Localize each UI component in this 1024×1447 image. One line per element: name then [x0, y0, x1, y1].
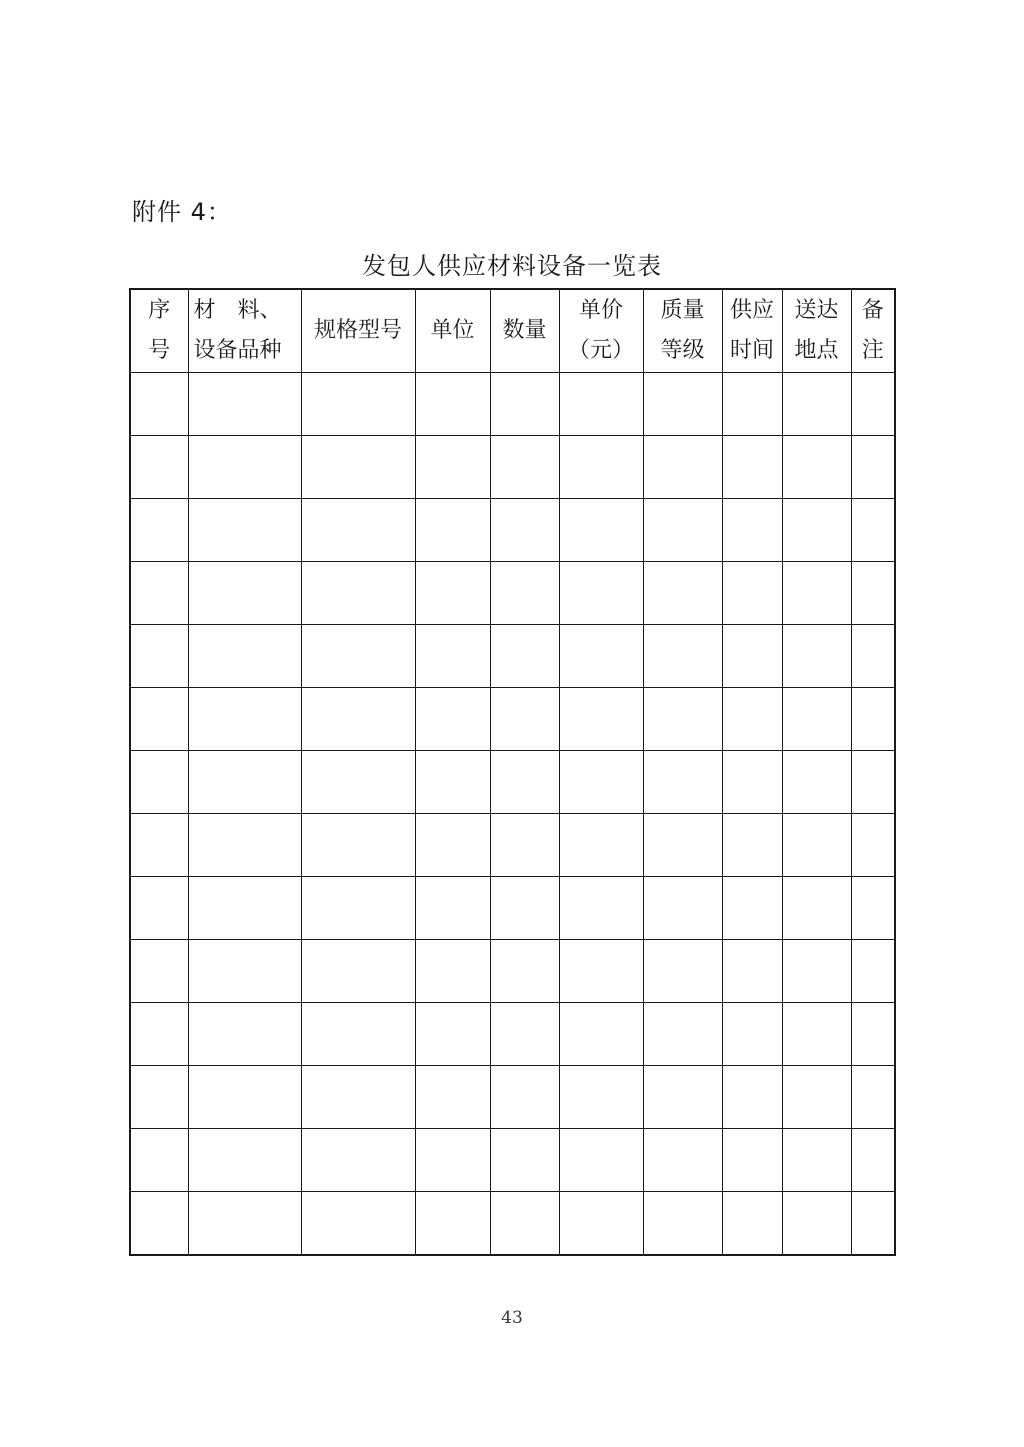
- table-cell[interactable]: [559, 1192, 643, 1256]
- table-cell[interactable]: [301, 814, 415, 877]
- table-cell[interactable]: [490, 1066, 559, 1129]
- table-cell[interactable]: [782, 751, 851, 814]
- table-cell[interactable]: [722, 1003, 782, 1066]
- col-header-serial: 序 号: [130, 289, 188, 373]
- table-cell[interactable]: [782, 499, 851, 562]
- table-cell[interactable]: [490, 877, 559, 940]
- table-cell[interactable]: [130, 373, 188, 436]
- table-cell[interactable]: [782, 625, 851, 688]
- table-cell[interactable]: [851, 940, 895, 1003]
- table-cell[interactable]: [559, 688, 643, 751]
- table-cell[interactable]: [851, 562, 895, 625]
- table-cell[interactable]: [559, 751, 643, 814]
- table-cell[interactable]: [559, 1129, 643, 1192]
- materials-table: [129, 288, 896, 1256]
- table-cell[interactable]: [490, 1192, 559, 1256]
- header-row: [130, 289, 895, 373]
- col-header-unit-price: 单价 （元）: [559, 289, 643, 373]
- table-cell[interactable]: [851, 751, 895, 814]
- table-cell[interactable]: [782, 1003, 851, 1066]
- table-cell[interactable]: [851, 373, 895, 436]
- table-row: [130, 1129, 895, 1192]
- table-cell[interactable]: [782, 940, 851, 1003]
- table-cell[interactable]: [851, 1192, 895, 1256]
- table-cell[interactable]: [301, 562, 415, 625]
- table-cell[interactable]: [643, 1129, 722, 1192]
- table-cell[interactable]: [722, 1192, 782, 1256]
- table-cell[interactable]: [722, 877, 782, 940]
- table-cell[interactable]: [301, 1129, 415, 1192]
- table-cell[interactable]: [851, 1003, 895, 1066]
- table-row: [130, 1003, 895, 1066]
- table-cell[interactable]: [559, 940, 643, 1003]
- table-cell[interactable]: [643, 1066, 722, 1129]
- table-cell[interactable]: [559, 814, 643, 877]
- table-cell[interactable]: [188, 436, 301, 499]
- table-cell[interactable]: [490, 1003, 559, 1066]
- table-cell[interactable]: [130, 625, 188, 688]
- table-cell[interactable]: [643, 373, 722, 436]
- table-cell[interactable]: [415, 1066, 490, 1129]
- table-cell[interactable]: [188, 1129, 301, 1192]
- table-cell[interactable]: [722, 940, 782, 1003]
- table-cell[interactable]: [490, 625, 559, 688]
- table-cell[interactable]: [559, 436, 643, 499]
- table-cell[interactable]: [782, 436, 851, 499]
- table-cell[interactable]: [415, 940, 490, 1003]
- table-cell[interactable]: [722, 499, 782, 562]
- table-cell[interactable]: [130, 877, 188, 940]
- table-cell[interactable]: [643, 436, 722, 499]
- table-cell[interactable]: [559, 373, 643, 436]
- table-cell[interactable]: [301, 688, 415, 751]
- table-cell[interactable]: [188, 625, 301, 688]
- table-cell[interactable]: [722, 1066, 782, 1129]
- table-cell[interactable]: [188, 940, 301, 1003]
- attachment-label: 附件 4：: [132, 198, 232, 226]
- table-row: [130, 1192, 895, 1256]
- table-cell[interactable]: [130, 751, 188, 814]
- table-cell[interactable]: [643, 1192, 722, 1256]
- table-cell[interactable]: [130, 1192, 188, 1256]
- table-cell[interactable]: [188, 499, 301, 562]
- table-cell[interactable]: [782, 373, 851, 436]
- table-cell[interactable]: [301, 1003, 415, 1066]
- table-cell[interactable]: [415, 436, 490, 499]
- table-cell[interactable]: [559, 1066, 643, 1129]
- table-cell[interactable]: [643, 877, 722, 940]
- table-cell[interactable]: [851, 625, 895, 688]
- table-cell[interactable]: [415, 562, 490, 625]
- table-cell[interactable]: [130, 1129, 188, 1192]
- table-cell[interactable]: [188, 373, 301, 436]
- table-cell[interactable]: [490, 373, 559, 436]
- table-cell[interactable]: [722, 751, 782, 814]
- table-cell[interactable]: [851, 436, 895, 499]
- table-cell[interactable]: [782, 1066, 851, 1129]
- table-cell[interactable]: [301, 373, 415, 436]
- table-cell[interactable]: [301, 877, 415, 940]
- table-cell[interactable]: [851, 1129, 895, 1192]
- col-header-material-type: 材 料、 设备品种: [188, 289, 301, 373]
- table-cell[interactable]: [559, 625, 643, 688]
- table-cell[interactable]: [643, 814, 722, 877]
- table-row: [130, 1066, 895, 1129]
- table-cell[interactable]: [643, 688, 722, 751]
- table-cell[interactable]: [188, 877, 301, 940]
- table-cell[interactable]: [188, 1192, 301, 1256]
- table-cell[interactable]: [188, 562, 301, 625]
- table-cell[interactable]: [415, 688, 490, 751]
- table-cell[interactable]: [130, 1066, 188, 1129]
- table-body: [130, 373, 895, 1256]
- table-cell[interactable]: [851, 688, 895, 751]
- table-cell[interactable]: [851, 1066, 895, 1129]
- table-cell[interactable]: [188, 688, 301, 751]
- table-cell[interactable]: [722, 688, 782, 751]
- table-cell[interactable]: [415, 1003, 490, 1066]
- table-cell[interactable]: [188, 1003, 301, 1066]
- col-header-quantity: 数量: [490, 289, 559, 373]
- table-row: [130, 436, 895, 499]
- table-cell[interactable]: [188, 751, 301, 814]
- table-cell[interactable]: [559, 1003, 643, 1066]
- col-header-delivery-location: 送达 地点: [782, 289, 851, 373]
- table-row: [130, 373, 895, 436]
- table-row: [130, 877, 895, 940]
- table-cell[interactable]: [851, 877, 895, 940]
- table-cell[interactable]: [415, 625, 490, 688]
- table-row: [130, 562, 895, 625]
- table-cell[interactable]: [301, 751, 415, 814]
- table-cell[interactable]: [490, 688, 559, 751]
- table-cell[interactable]: [490, 436, 559, 499]
- table-cell[interactable]: [643, 751, 722, 814]
- table-cell[interactable]: [722, 625, 782, 688]
- table-cell[interactable]: [130, 499, 188, 562]
- table-cell[interactable]: [490, 1129, 559, 1192]
- table-cell[interactable]: [301, 436, 415, 499]
- table-cell[interactable]: [301, 625, 415, 688]
- col-header-quality-grade: 质量 等级: [643, 289, 722, 373]
- table-cell[interactable]: [415, 1129, 490, 1192]
- table-row: [130, 940, 895, 1003]
- table-cell[interactable]: [722, 373, 782, 436]
- col-header-remarks: 备 注: [851, 289, 895, 373]
- table-cell[interactable]: [490, 751, 559, 814]
- table-cell[interactable]: [415, 373, 490, 436]
- table-cell[interactable]: [130, 436, 188, 499]
- table-cell[interactable]: [490, 499, 559, 562]
- col-header-spec-model: 规格型号: [301, 289, 415, 373]
- table-cell[interactable]: [490, 562, 559, 625]
- table-cell[interactable]: [490, 940, 559, 1003]
- table-cell[interactable]: [188, 1066, 301, 1129]
- table-cell[interactable]: [301, 499, 415, 562]
- table-cell[interactable]: [130, 814, 188, 877]
- table-cell[interactable]: [722, 436, 782, 499]
- table-cell[interactable]: [722, 562, 782, 625]
- table-cell[interactable]: [643, 499, 722, 562]
- table-cell[interactable]: [130, 688, 188, 751]
- table-title: 发包人供应材料设备一览表: [362, 252, 662, 280]
- table-cell[interactable]: [301, 1066, 415, 1129]
- table-cell[interactable]: [301, 1192, 415, 1256]
- table-cell[interactable]: [559, 877, 643, 940]
- table-cell[interactable]: [559, 562, 643, 625]
- table-cell[interactable]: [643, 1003, 722, 1066]
- table-cell[interactable]: [782, 814, 851, 877]
- table-cell[interactable]: [782, 1192, 851, 1256]
- table-cell[interactable]: [415, 814, 490, 877]
- table-cell[interactable]: [415, 877, 490, 940]
- table-cell[interactable]: [130, 940, 188, 1003]
- col-header-unit: 单位: [415, 289, 490, 373]
- table-row: [130, 499, 895, 562]
- table-row: [130, 751, 895, 814]
- table-cell[interactable]: [643, 940, 722, 1003]
- table-cell[interactable]: [722, 814, 782, 877]
- table-cell[interactable]: [782, 562, 851, 625]
- table-cell[interactable]: [782, 688, 851, 751]
- table-cell[interactable]: [643, 625, 722, 688]
- table-cell[interactable]: [490, 814, 559, 877]
- table-cell[interactable]: [851, 499, 895, 562]
- table-row: [130, 625, 895, 688]
- table-cell[interactable]: [415, 499, 490, 562]
- table-cell[interactable]: [415, 1192, 490, 1256]
- table-cell[interactable]: [722, 1129, 782, 1192]
- table-cell[interactable]: [130, 1003, 188, 1066]
- table-cell[interactable]: [851, 814, 895, 877]
- table-cell[interactable]: [559, 499, 643, 562]
- table-cell[interactable]: [130, 562, 188, 625]
- table-row: [130, 688, 895, 751]
- table-cell[interactable]: [188, 814, 301, 877]
- table-cell[interactable]: [782, 877, 851, 940]
- col-header-supply-time: 供应 时间: [722, 289, 782, 373]
- table-cell[interactable]: [782, 1129, 851, 1192]
- page-number: 43: [501, 1308, 523, 1328]
- table-cell[interactable]: [643, 562, 722, 625]
- table-cell[interactable]: [415, 751, 490, 814]
- table-row: [130, 814, 895, 877]
- table-cell[interactable]: [301, 940, 415, 1003]
